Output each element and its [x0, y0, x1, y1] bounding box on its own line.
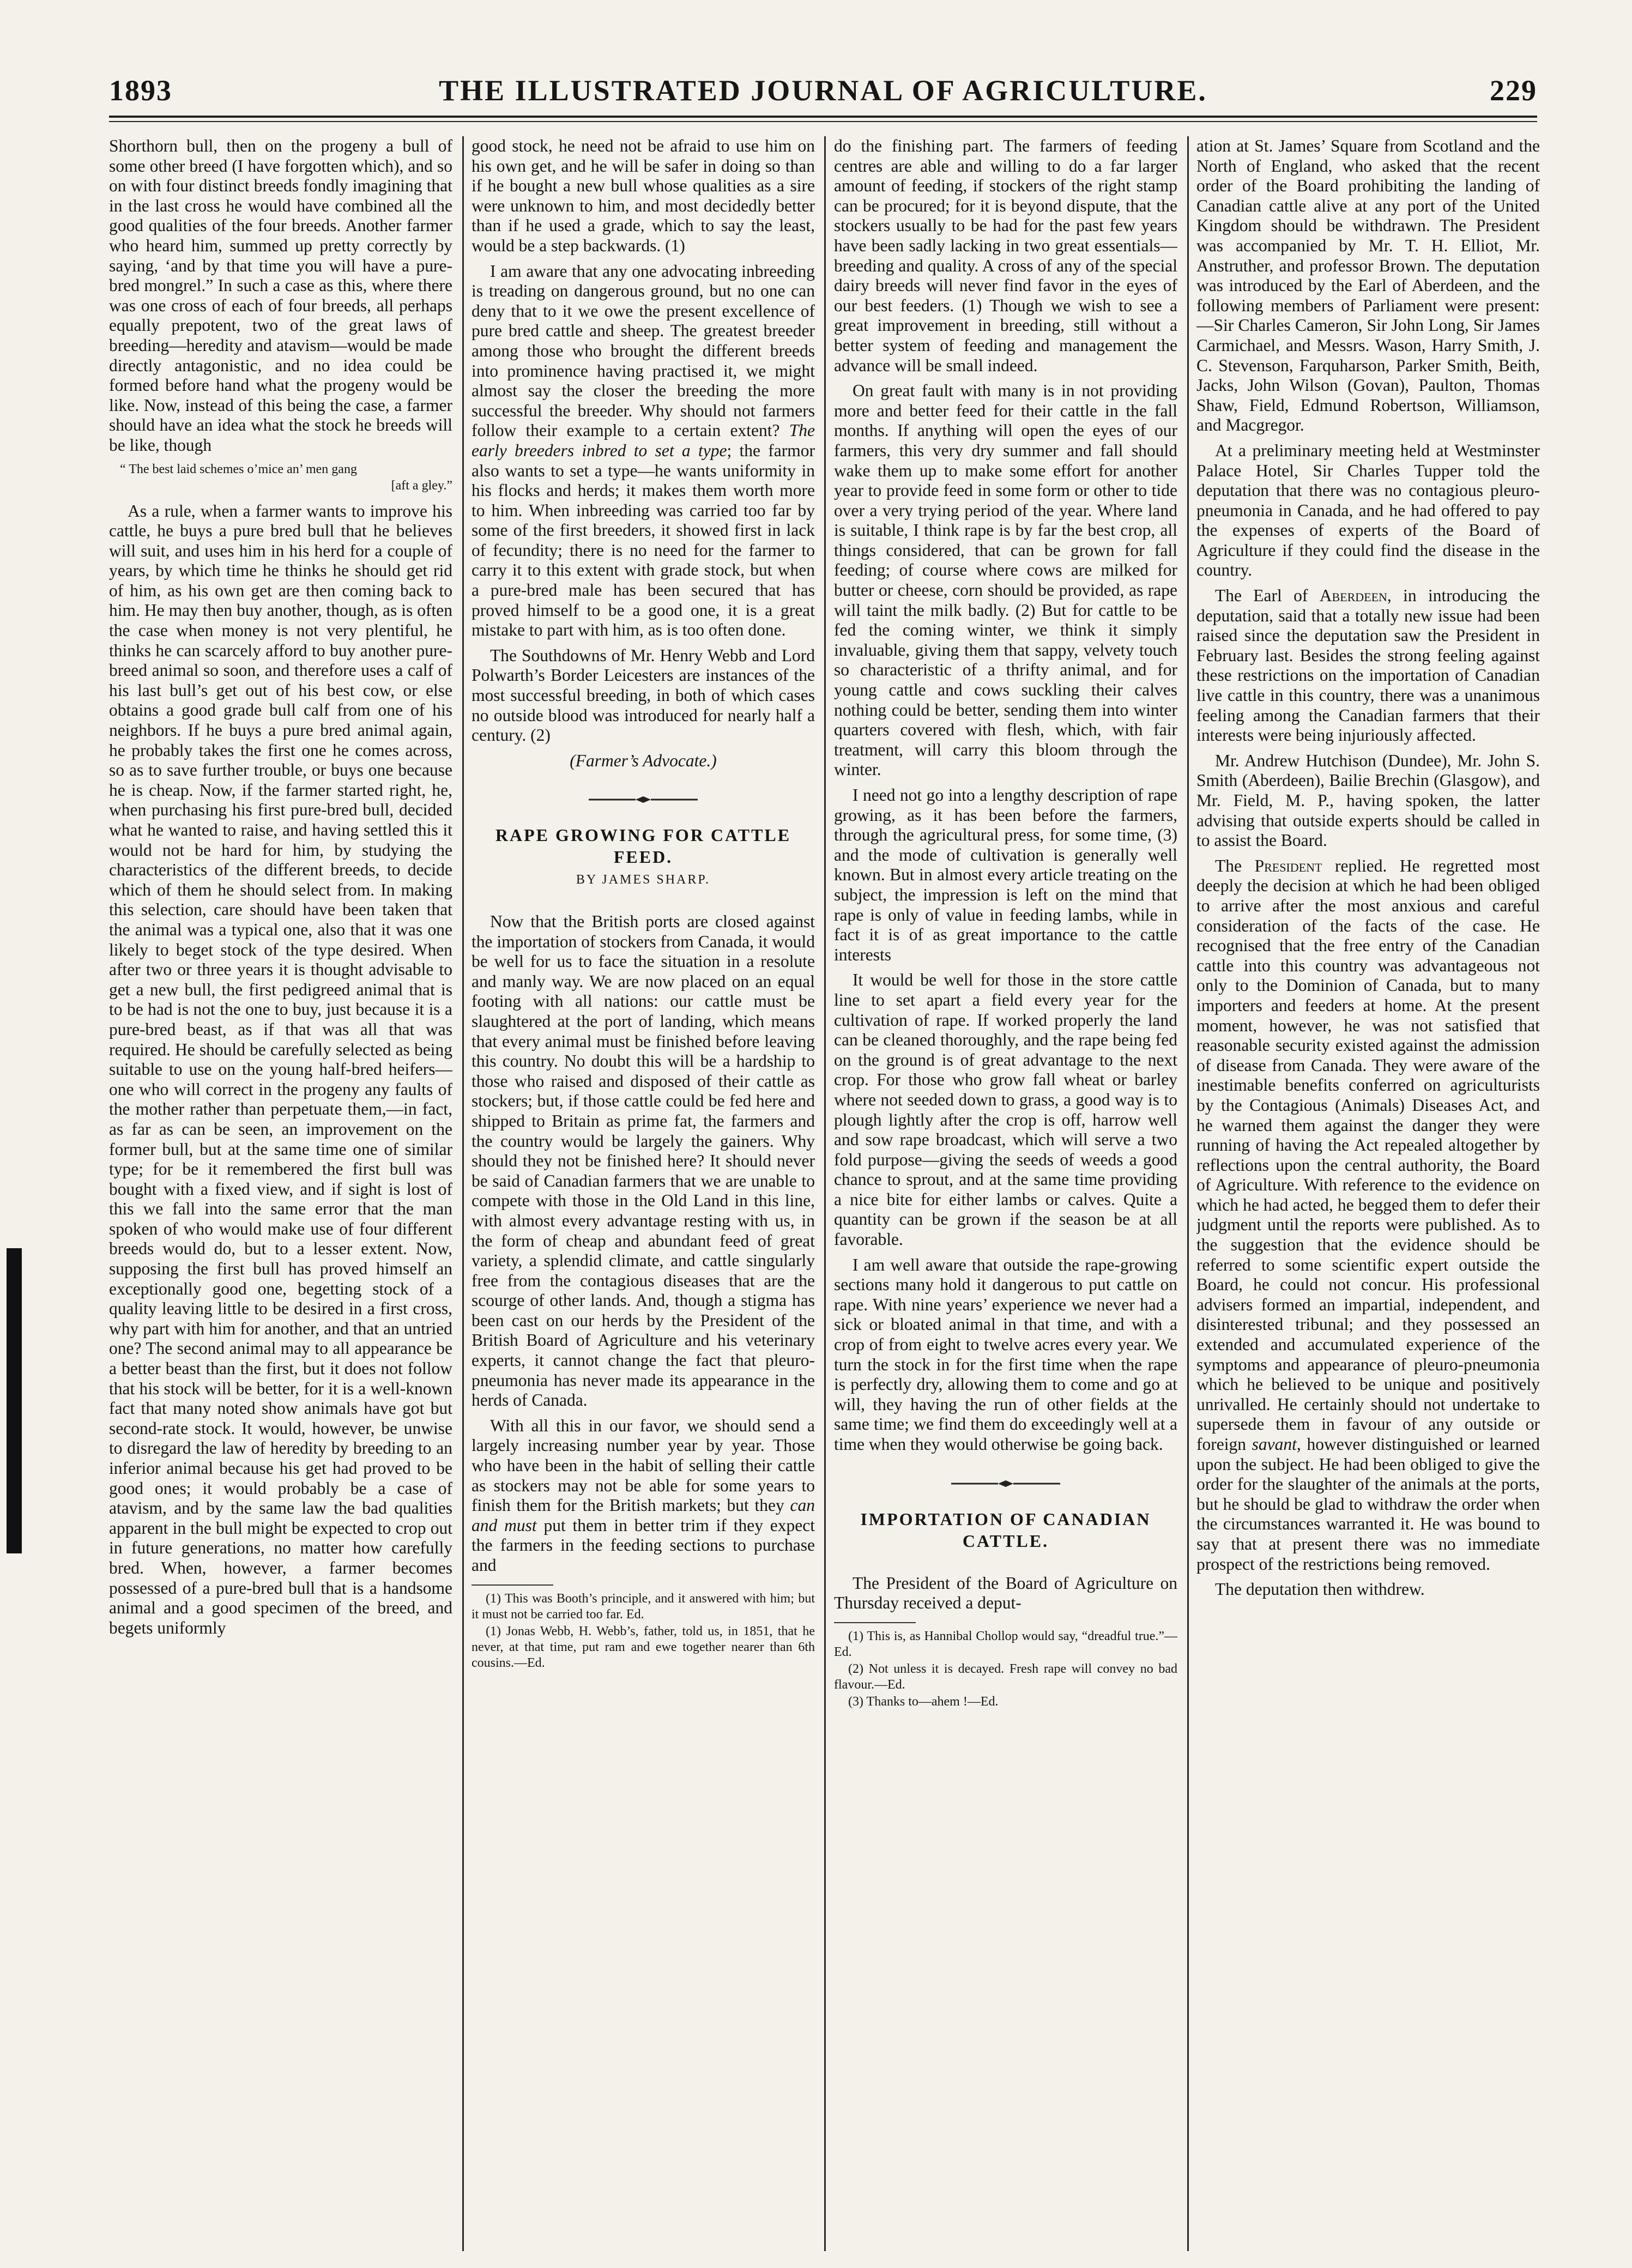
paragraph: I am aware that any one advocating inbreeding is treading on dangerous ground, but no one can deny that to it we owe the present excellence of pure bred cattle and sheep. The greatest breeder among those who brought the different breeds into prominence having practised it, we might almost say the closer the breeding the more successful the breeder. Why should not farmers follow their example to a certain extent? The early breeders inbred to set a type; the farmor also wants to set a type—he wants uniformity in his flocks and herds; it makes them worth more to him. When inbreeding was carried too far by some of the first breeders, it showed first in lack of fecundity; there is no need for the farmer to carry it to this extent with grade stock, but when a pure-bred male has been secured that has proved himself to be a good one, it is a great mistake to part with him, as is too often done. [472, 261, 815, 640]
article-heading: RAPE GROWING FOR CATTLE FEED. [495, 825, 791, 867]
footnote: (1) Jonas Webb, H. Webb’s, father, told us, in 1851, that he never, at that time, put ram and ewe together nearer than 6th cousins.—Ed. [472, 1624, 815, 1670]
byline: BY JAMES SHARP. [576, 873, 711, 887]
margin-bar [7, 1248, 22, 1553]
column-4 [1196, 136, 1540, 2251]
paragraph: Mr. Andrew Hutchison (Dundee), Mr. John S. Smith (Aberdeen), Bailie Brechin (Glasgow), and Mr. Field, M. P., having spoken, the latter advising that outside experts should be called in to assist the Board. [1196, 751, 1540, 850]
source-credit: (Farmer’s Advocate.) [570, 751, 717, 770]
journal-title: THE ILLUSTRATED JOURNAL OF AGRICULTURE. [439, 74, 1207, 107]
paragraph: The President of the Board of Agriculture on Thursday received a deput- [834, 1573, 1177, 1613]
article-heading: IMPORTATION OF CANADIAN CATTLE. [860, 1509, 1151, 1551]
column-divider [1187, 136, 1189, 2251]
paragraph: As a rule, when a farmer wants to improve his cattle, he buys a pure bred bull that he believes will suit, and uses him in his herd for a couple of years, by which time he thinks he should get rid of him, as his own get are then coming back to him. He may then buy another, though, as is often the case when money is not very plentiful, he thinks he can scarcely afford to buy another pure-breed animal so soon, and therefore uses a calf of his last bull’s get out of his best cow, or else obtains a good grade bull calf from one of his neighbors. If he buys a pure bred animal again, he probably takes the first one he comes across, so as to save further trouble, or buys one because he is cheap. Now, if the farmer started right, he, when purchasing his first pure-bred bull, decided what he wanted to raise, and having settled this it would not be hard for him, by studying the characteristics of the different breeds, to decide which of them he should select from. In making this selection, care should have been taken that the animal was a typical one, also that it was one likely to beget stock of the type desired. When after two or three years it is thought advisable to get a new bull, the first pedigreed animal that is to be had is not the one to buy, just because it is a pure-bred beast, as if that was all that was required. He should be carefully selected as being suitable to use on the young half-bred heifers—one who will correct in the progeny any faults of the mother rather than perpetuate them,—in fact, as far as can be seen, an improvement on the former bull, but at the same time one of similar type; for be it remembered the first bull was bought with a fixed view, and if sight is lost of this we fall into the same error that the man spoken of who would make use of four different breeds would do, but to a lesser extent. Now, supposing the first bull has proved himself an exceptionally good one, begetting stock of a quality leaving little to be desired in a first cross, why part with him for another, and that an untried one? The second animal may to all appearance be a better beast than the first, but it does not follow that his stock will be better, for it is a well-known fact that many noted show animals have got but second-rate stock. It would, however, be unwise to disregard the law of heredity by breeding to an inferior animal because his get had proved to be good ones; it would probably be a case of atavism, and by the same law the bad qualities apparent in the bull might be expected to crop out in future generations, no matter how carefully bred. When, however, a farmer becomes possessed of a pure-bred bull that is a handsome animal and a good specimen of the breed, and begets uniformly [109, 501, 452, 1637]
paragraph: With all this in our favor, we should send a largely increasing number year by year. Those who have been in the habit of selling their cattle as stockers may not be able for some years to finish them for the British markets; but they can and must put them in better trim if they expect the farmers in the feeding sections to purchase and [472, 1416, 815, 1575]
italic-phrase: The early breeders inbred to set a type [472, 421, 815, 460]
small-caps-name: Aberdeen [1319, 586, 1387, 606]
paragraph: The President replied. He regretted most deeply the decision at which he had been obliged to arrive after the most anxious and careful consideration of the facts of the case. He recognised that the free entry of the Canadian cattle into this country was advantageous not only to the Dominion of Canada, but to many importers and feeders at home. At the present moment, however, he was not satisfied that reasonable security existed against the admission of disease from Canada. They were aware of the inestimable benefits conferred on agriculturists by the Contagious (Animals) Diseases Act, and he warned them against the danger they were running of having the Act repealed altogether by reflections upon the central authority, the Board of Agriculture. With reference to the evidence on which he had acted, he begged them to defer their judgment until the reports were published. As to the suggestion that the evidence should be referred to some scientific expert outside the Board, he could not concur. His professional advisers formed an impartial, independent, and disinterested tribunal; and they possessed an extended and accumulated experience of the symptoms and appearance of pleuro-pneumonia which he believed to be unique and positively unrivalled. He certainly should not undertake to supersede them in favour of any outside or foreign savant, however distinguished or learned upon the subject. He had been obliged to give the order for the slaughter of the animals at the ports, but he should be glad to withdraw the order when the circumstances warranted it. He was bound to say that at present there was no immediate prospect of the restrictions being removed. [1196, 856, 1540, 1574]
paragraph: I am well aware that outside the rape-growing sections many hold it dangerous to put cattle on rape. With nine years’ experience we never had a sick or bloated animal in that time, and with a crop of from eight to twelve acres every year. We turn the stock in for the first time when the rape is perfectly dry, allowing them to come and go at will, they having the run of other fields at the same time; we find them do exceedingly well at a time when they would otherwise be going back. [834, 1255, 1177, 1454]
ornamental-rule [951, 1480, 1060, 1487]
paragraph: I need not go into a lengthy description of rape growing, as it has been before the farmers, through the agricultural press, for some time, (3) and the mode of cultivation is generally well known. But in almost every article treating on the subject, the impression is left on the mind that rape is only of value in feeding lambs, while in fact it is of as great importance to the cattle interests [834, 785, 1177, 964]
header-rule-thick [109, 116, 1537, 118]
footnote: (2) Not unless it is decayed. Fresh rape will convey no bad flavour.—Ed. [834, 1661, 1177, 1692]
small-caps-name: President [1254, 856, 1322, 875]
paragraph: Shorthorn bull, then on the progeny a bull of some other breed (I have forgotten which), and so on with four distinct breeds fondly imagining that in the last cross he would have combined all the good qualities of the four breeds. Another farmer who heard him, summed up pretty correctly by saying, ‘and by that time you will have a pure-bred mongrel.” In such a case as this, where there was one cross of each of four breeds, all perhaps equally prepotent, two of the great laws of breeding—heredity and atavism—would be made directly antagonistic, and no idea could be formed before hand what the progeny would be like. Now, instead of this being the case, a farmer should have an idea what the stock he breeds will be like, though [109, 136, 452, 455]
page-number: 229 [1490, 74, 1537, 107]
footnote-rule [472, 1584, 553, 1586]
footnote: (1) This is, as Hannibal Chollop would say, “dreadful true.”—Ed. [834, 1629, 1177, 1659]
header-rule-thin [109, 121, 1537, 122]
footnote: (3) Thanks to—ahem !—Ed. [848, 1694, 999, 1709]
column-2 [472, 136, 815, 2251]
footnote: (1) This was Booth’s principle, and it answered with him; but it must not be carried too far. Ed. [472, 1591, 815, 1622]
column-1 [109, 136, 452, 2251]
column-3 [834, 136, 1177, 2251]
italic-phrase: can and must [472, 1496, 815, 1535]
paragraph: good stock, he need not be afraid to use him on his own get, and he will be safer in doing so than if he bought a new bull whose qualities as a sire were unknown to him, and most decidedly better than if he used a grade, which to say the least, would be a step backwards. (1) [472, 136, 815, 255]
paragraph: do the finishing part. The farmers of feeding centres are able and willing to do a far larger amount of feeding, if stockers of the right stamp can be procured; for it is beyond dispute, that the stockers usually to be had for the past few years have been sadly lacking in two great essentials—breeding and quality. A cross of any of the special dairy breeds will never find favor in the eyes of our best feeders. (1) Though we wish to see a great improvement in breeding, still without a better system of feeding and management the advance will be small indeed. [834, 136, 1177, 375]
paragraph: The Southdowns of Mr. Henry Webb and Lord Polwarth’s Border Leicesters are instances of the most successful breeding, in both of which cases no outside blood was introduced for nearly half a century. (2) [472, 645, 815, 745]
ornamental-rule [589, 796, 698, 803]
paragraph: On great fault with many is in not providing more and better feed for their cattle in the fall months. If anything will open the eyes of our farmers, this very dry summer and fall should wake them up to make some effort for another year to provide feed in some form or other to tide over a very trying period of the year. Where land is suitable, I think rape is by far the best crop, all things considered, that can be grown for fall feeding; of course where cows are milked for butter or cheese, corn should be provided, as rape will taint the milk badly. (2) But for cattle to be fed the coming winter, we think it simply invaluable, giving them that sappy, velvety touch so characteristic of a thrifty animal, and for young cattle and cows suckling their calves nothing could be better, sending them into winter quarters covered with flesh, which, with fair treatment, will carry this bloom through the winter. [834, 381, 1177, 779]
paragraph: At a preliminary meeting held at Westminster Palace Hotel, Sir Charles Tupper told the deputation that there was no contagious pleuro-pneumonia in Canada, and he had offered to pay the expenses of experts of the Board of Agriculture if they could find the disease in the country. [1196, 440, 1540, 580]
footnote-rule [834, 1622, 916, 1623]
paragraph: ation at St. James’ Square from Scotland and the North of England, who asked that the recent order of the Board prohibiting the landing of Canadian cattle alive at any port of the United Kingdom should be withdrawn. The President was accompanied by Mr. T. H. Elliot, Mr. Anstruther, and professor Brown. The deputation was introduced by the Earl of Aberdeen, and the following members of Parliament were present:—Sir Charles Cameron, Sir John Long, Sir James Carmichael, and Messrs. Wason, Harry Smith, J. C. Stevenson, Farquharson, Parker Smith, Beith, Jacks, John Wilson (Govan), Paulton, Thomas Shaw, Field, Edmund Robertson, Williamson, and Macgregor. [1196, 136, 1540, 435]
verse-quote [109, 461, 452, 494]
column-divider [462, 136, 464, 2251]
header-year: 1893 [109, 74, 172, 107]
running-header [109, 74, 1537, 112]
quote-line: “ The best laid schemes o’mice an’ men gang [120, 462, 357, 476]
quote-line: [aft a gley.” [391, 478, 452, 493]
column-divider [824, 136, 826, 2251]
paragraph: Now that the British ports are closed against the importation of stockers from Canada, it would be well for us to face the situation in a resolute and manly way. We are now placed on an equal footing with all nations: our cattle must be slaughtered at the port of landing, which means that every animal must be finished before leaving this country. No doubt this will be a hardship to those who raised and disposed of their cattle as stockers; but, if those cattle could be fed here and shipped to Britain as prime fat, the farmers and the country would be largely the gainers. Why should they not be finished here? It should never be said of Canadian farmers that we are unable to compete with those in the Old Land in this line, with almost every advantage resting with us, in the form of cheap and abundant feed of great variety, a splendid climate, and cattle singularly free from the contagious diseases that are the scourge of other lands. And, though a stigma has been cast on our herds by the President of the British Board of Agriculture and his veterinary experts, it cannot change the fact that pleuro-pneumonia has never made its appearance in the herds of Canada. [472, 912, 815, 1410]
paragraph: The Earl of Aberdeen, in introducing the deputation, said that a totally new issue had been raised since the deputation saw the President in February last. Besides the strong feeling against these restrictions on the importation of Canadian live cattle in this country, there was a unanimous feeling among the Canadian farmers that their interests were being injuriously affected. [1196, 586, 1540, 745]
paragraph: The deputation then withdrew. [1215, 1580, 1425, 1599]
paragraph: It would be well for those in the store cattle line to set apart a field every year for the cultivation of rape. If worked properly the land can be cleaned thoroughly, and the rape being fed on the ground is of great advantage to the next crop. For those who grow fall wheat or barley where not seeded down to grass, a good way is to plough lightly after the crop is off, harrow well and sow rape broadcast, which will serve a two fold purpose—giving the seeds of weeds a good chance to sprout, and at the same time providing a nice bite for either lambs or calves. Quite a quantity can be grown if the season be at all favorable. [834, 970, 1177, 1249]
italic-word: savant [1252, 1435, 1297, 1454]
